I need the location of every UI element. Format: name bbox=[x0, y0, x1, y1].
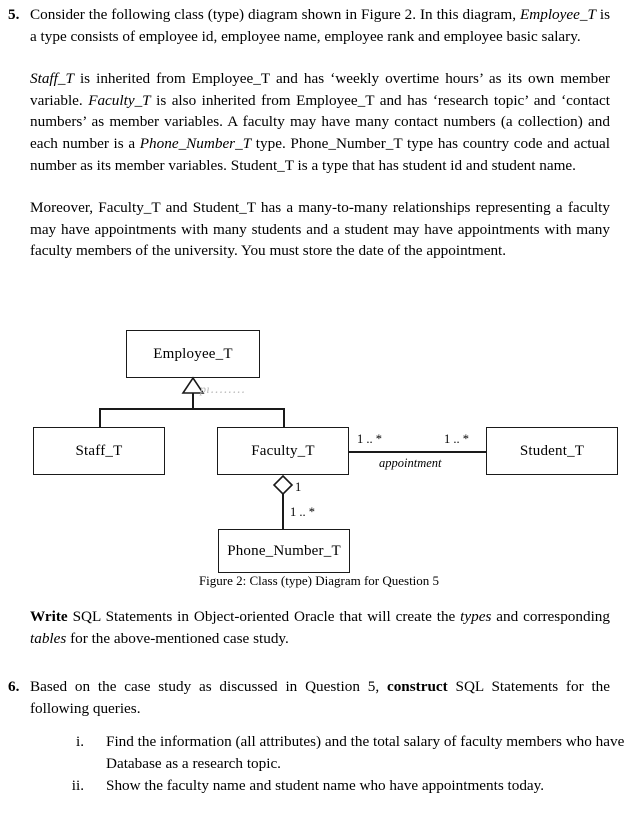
q5p2-run-4: Phone_Number_T bbox=[139, 134, 252, 152]
q5p2-run-1: is inherited from Employee_T and has ‘weekly overtime hours’ as its own member variable. bbox=[30, 70, 610, 109]
write-instruction-paragraph bbox=[30, 606, 610, 649]
wi-run-2: types bbox=[460, 608, 492, 625]
uml-class-employee-label: Employee_T bbox=[153, 345, 233, 362]
q6p1-run-1: construct bbox=[386, 678, 448, 695]
wi-run-1: SQL Statements in Object-oriented Oracle that will create the bbox=[67, 608, 461, 625]
uml-class-faculty-label: Faculty_T bbox=[251, 442, 315, 459]
sub-item-ii-text: Show the faculty name and student name who have appointments today. bbox=[106, 777, 545, 794]
aggregation-stem bbox=[282, 494, 284, 529]
question-5-paragraph-1 bbox=[30, 4, 610, 47]
write-instruction-block bbox=[0, 606, 610, 649]
uml-class-phone-number bbox=[218, 529, 350, 573]
question-5-body bbox=[30, 4, 610, 262]
question-6-block bbox=[0, 676, 610, 719]
fork-drop-faculty bbox=[283, 408, 285, 428]
association-line-appointment bbox=[349, 451, 486, 453]
sub-item-i bbox=[60, 731, 630, 774]
question-5-paragraph-2 bbox=[30, 68, 610, 176]
fork-drop-staff bbox=[99, 408, 101, 428]
multiplicity-phone-many: 1 .. * bbox=[290, 505, 315, 519]
uml-class-employee bbox=[126, 330, 260, 378]
q5p3-run-0: Moreover, Faculty_T and Student_T has a many-to-many relationships representing a faculty may have appointments with many students and a student may have appointments with many faculty members of the university. You must store the date of the appointment. bbox=[30, 199, 610, 260]
q6p1-run-2: SQL Statements for the following queries. bbox=[30, 678, 610, 717]
sub-item-i-text: Find the information (all attributes) and the total salary of faculty members who have Database as a research topic. bbox=[106, 733, 625, 772]
q5p1-run-2: is a type consists of employee id, employee name, employee rank and employee basic salary. bbox=[30, 6, 610, 45]
q5p1-run-0: Consider the following class (type) diagram shown in Figure 2. In this diagram, bbox=[30, 6, 520, 23]
wi-run-0: Write bbox=[30, 608, 68, 625]
question-5-paragraph-3 bbox=[30, 197, 610, 262]
q5p2-run-3: is also inherited from Employee_T and has ‘research topic’ and ‘contact numbers’ as member variables. A faculty may have many contact numbers (a collection) and each number is a bbox=[30, 91, 610, 152]
wi-run-4: tables bbox=[30, 629, 67, 647]
multiplicity-faculty-appointment: 1 .. * bbox=[357, 432, 382, 446]
question-6-body bbox=[30, 676, 610, 719]
uml-class-diagram bbox=[0, 320, 638, 590]
write-instruction-body bbox=[30, 606, 610, 649]
uml-class-staff bbox=[33, 427, 165, 475]
q5p1-run-1: Employee_T bbox=[519, 6, 596, 23]
question-6-paragraph-1 bbox=[30, 676, 610, 719]
q5p2-run-0: Staff_T bbox=[30, 70, 74, 88]
generalization-fork-bar bbox=[99, 408, 284, 410]
multiplicity-student-appointment: 1 .. * bbox=[444, 432, 469, 446]
wi-run-5: for the above-mentioned case study. bbox=[66, 629, 289, 647]
uml-class-student bbox=[486, 427, 618, 475]
figure-caption: Figure 2: Class (type) Diagram for Question 5 bbox=[198, 573, 440, 588]
question-5-block bbox=[0, 4, 610, 262]
wi-run-3: and corresponding bbox=[491, 608, 610, 625]
uml-class-faculty bbox=[217, 427, 349, 475]
uml-class-staff-label: Staff_T bbox=[75, 442, 123, 459]
association-label-appointment: appointment bbox=[379, 456, 442, 470]
q5p2-run-2: Faculty_T bbox=[88, 91, 151, 109]
question-6-number: 6. bbox=[8, 678, 20, 695]
q6p1-run-0: Based on the case study as discussed in Question 5, bbox=[30, 678, 387, 695]
uml-class-student-label: Student_T bbox=[519, 442, 585, 459]
multiplicity-faculty-phone-owner: 1 bbox=[295, 480, 302, 494]
generalization-stem bbox=[192, 393, 194, 408]
sub-item-ii-marker: ii. bbox=[71, 777, 84, 794]
question-5-number: 5. bbox=[8, 6, 20, 23]
q5p2-run-5: type. Phone_Number_T type has country code and actual number as its member variables. Student_T is a type that has student id and student name. bbox=[30, 134, 610, 174]
write-instruction-spacer bbox=[0, 606, 30, 628]
sub-item-i-marker: i. bbox=[75, 733, 84, 750]
sub-item-ii bbox=[60, 775, 630, 797]
uml-class-phone-number-label: Phone_Number_T bbox=[227, 542, 341, 559]
aggregation-diamond-icon bbox=[272, 475, 294, 495]
faint-erased-label: pı․․․․․․․․ bbox=[200, 382, 246, 396]
